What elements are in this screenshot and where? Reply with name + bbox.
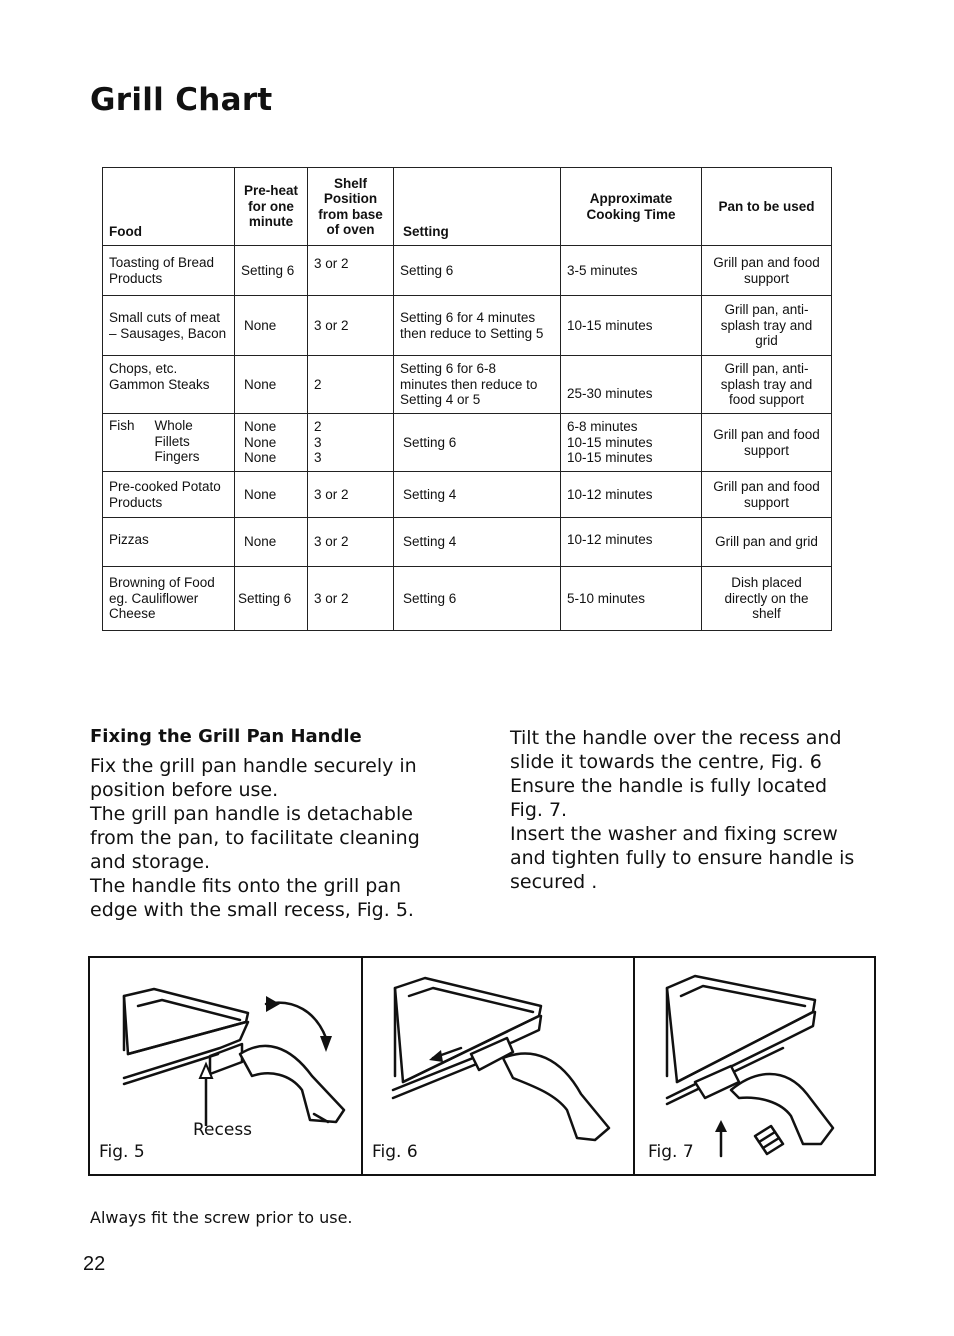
table-row (103, 356, 832, 414)
cell-shelf: 2 3 3 (308, 414, 394, 472)
section-heading: Fixing the Grill Pan Handle (90, 726, 362, 747)
cell-food: Pizzas (103, 518, 235, 567)
cell-food: Toasting of Bread Products (103, 246, 235, 296)
header-pan: Pan to be used (702, 168, 832, 246)
table-row (103, 472, 832, 518)
cell-preheat: None (235, 518, 308, 567)
cell-setting: Setting 6 (394, 246, 561, 296)
header-shelf: Shelf Position from base of oven (308, 168, 394, 246)
cell-pan: Grill pan, anti- splash tray and grid (702, 296, 832, 356)
instructions-left: Fix the grill pan handle securely in position before use. The grill pan handle is detachable from the pan, to facilitate cleaning and storage. The handle fits onto the grill pan edge with the small recess, Fig. 5. (90, 755, 420, 921)
instructions-right: Tilt the handle over the recess and slide it towards the centre, Fig. 6 Ensure the handle is fully located Fig. 7. Insert the washer and fixing screw and tighten fully to ensure handle is secured . (510, 727, 855, 893)
grill-chart-table (102, 167, 832, 631)
cell-time: 3-5 minutes (561, 246, 702, 296)
cell-setting: Setting 4 (394, 472, 561, 518)
figure-7-panel (635, 958, 876, 1174)
cell-setting: Setting 6 for 6-8 minutes then reduce to Setting 4 or 5 (394, 356, 561, 414)
cell-preheat: None (235, 356, 308, 414)
cell-shelf: 3 or 2 (308, 246, 394, 296)
cell-pan: Grill pan and food support (702, 414, 832, 472)
figure-5-panel (90, 958, 361, 1174)
cell-shelf: 3 or 2 (308, 518, 394, 567)
cell-preheat: None (235, 296, 308, 356)
footnote: Always fit the screw prior to use. (90, 1208, 353, 1227)
handle-grip (503, 1054, 609, 1141)
fig-5-label: Fig. 5 (99, 1142, 145, 1162)
table-row (103, 414, 832, 472)
cell-time: 5-10 minutes (561, 567, 702, 631)
cell-preheat: Setting 6 (235, 246, 308, 296)
cell-food: Pre-cooked Potato Products (103, 472, 235, 518)
handle-grip (240, 1046, 344, 1122)
cell-preheat: Setting 6 (235, 567, 308, 631)
cell-time: 10-15 minutes (561, 296, 702, 356)
table-row (103, 518, 832, 567)
fig-6-label: Fig. 6 (372, 1142, 418, 1162)
table-row (103, 246, 832, 296)
cell-preheat: None (235, 472, 308, 518)
header-preheat: Pre-heat for one minute (235, 168, 308, 246)
figure-6-panel (363, 958, 634, 1174)
cell-pan: Grill pan and grid (702, 518, 832, 567)
header-time: Approximate Cooking Time (561, 168, 702, 246)
cell-setting: Setting 6 for 4 minutes then reduce to Setting 5 (394, 296, 561, 356)
page-number: 22 (83, 1253, 106, 1275)
cell-time: 10-12 minutes (561, 472, 702, 518)
cell-food: Chops, etc. Gammon Steaks (103, 356, 235, 414)
figures-box (88, 956, 876, 1176)
handle-bracket (695, 1066, 739, 1098)
cell-shelf: 3 or 2 (308, 472, 394, 518)
handle-grip (731, 1074, 833, 1144)
table-row (103, 296, 832, 356)
cell-shelf: 3 or 2 (308, 567, 394, 631)
rotate-arrow (266, 1003, 326, 1038)
header-setting: Setting (394, 168, 561, 246)
cell-food: Small cuts of meat – Sausages, Bacon (103, 296, 235, 356)
fig-7-label: Fig. 7 (648, 1142, 694, 1162)
cell-time: 25-30 minutes (561, 356, 702, 414)
recess-label: Recess (193, 1120, 253, 1140)
page-title: Grill Chart (90, 82, 273, 118)
cell-food: Browning of Food eg. Cauliflower Cheese (103, 567, 235, 631)
cell-pan: Grill pan and food support (702, 246, 832, 296)
table-header-row (103, 168, 832, 246)
cell-pan: Grill pan, anti- splash tray and food support (702, 356, 832, 414)
screw-icon (755, 1126, 783, 1154)
cell-shelf: 3 or 2 (308, 296, 394, 356)
header-food: Food (103, 168, 235, 246)
cell-setting: Setting 4 (394, 518, 561, 567)
cell-food: Fish Whole Fillets Fingers (103, 414, 235, 472)
cell-setting: Setting 6 (394, 414, 561, 472)
cell-pan: Grill pan and food support (702, 472, 832, 518)
cell-setting: Setting 6 (394, 567, 561, 631)
cell-pan: Dish placed directly on the shelf (702, 567, 832, 631)
cell-time: 6-8 minutes 10-15 minutes 10-15 minutes (561, 414, 702, 472)
cell-shelf: 2 (308, 356, 394, 414)
cell-preheat: None None None (235, 414, 308, 472)
cell-time: 10-12 minutes (561, 518, 702, 567)
table-row (103, 567, 832, 631)
